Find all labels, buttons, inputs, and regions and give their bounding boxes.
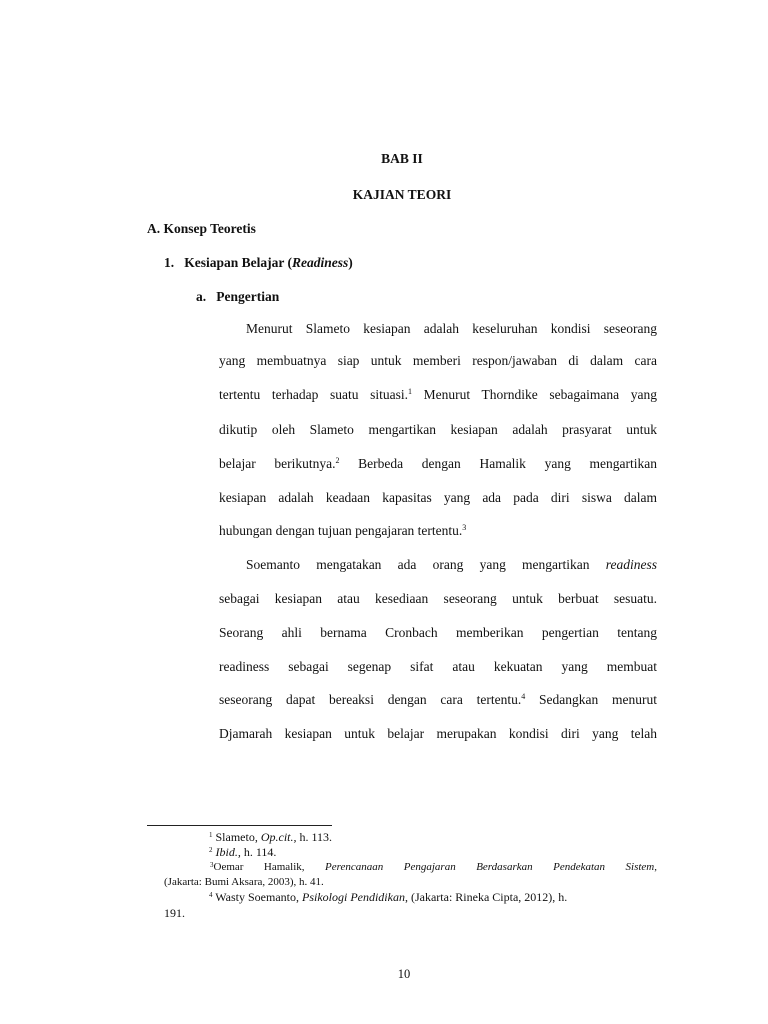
footnote-3: $^3$Oemar Hamalik, Perencanaan Pengajaran Berdasarkan Pendekatan Sistem, bbox=[210, 861, 657, 873]
body-line: readiness sebagai segenap sifat atau kekuatan yang membuat bbox=[219, 659, 657, 674]
subsubsection-heading bbox=[196, 289, 279, 305]
body-line: sebagai kesiapan atau kesediaan seseorang untuk berbuat sesuatu. bbox=[219, 591, 657, 606]
footnote-ref[interactable]: 4 bbox=[521, 692, 526, 701]
subsection-heading bbox=[164, 255, 353, 271]
footnote-3-cont: (Jakarta: Bumi Aksara, 2003), h. 41. bbox=[164, 876, 324, 888]
body-line: hubungan dengan tujuan pengajaran tertentu.$^3$ bbox=[219, 523, 467, 538]
footnote-ref[interactable]: 3 bbox=[462, 523, 467, 532]
footnote-4-cont: 191. bbox=[164, 906, 185, 920]
footnote-2: $^2$ Ibid., h. 114. bbox=[209, 845, 277, 859]
footnote-ref[interactable]: 1 bbox=[408, 387, 412, 396]
body-line: kesiapan adalah keadaan kapasitas yang ada pada diri siswa dalam bbox=[219, 490, 657, 505]
body-line: belajar berikutnya.$^2$ Berbeda dengan Hamalik yang mengartikan bbox=[219, 456, 657, 471]
subsubsection-title: Pengertian bbox=[216, 289, 280, 304]
body-line: Soemanto mengatakan ada orang yang mengartikan readiness bbox=[246, 557, 658, 572]
body-line: Menurut Slameto kesiapan adalah keseluruhan kondisi seseorang bbox=[246, 321, 657, 336]
subsection-title-italic: Readiness bbox=[292, 255, 349, 270]
chapter-title: KAJIAN TEORI bbox=[352, 187, 452, 202]
body-line: Seorang ahli bernama Cronbach memberikan pengertian tentang bbox=[219, 625, 657, 640]
body-line: yang membuatnya siap untuk memberi respon/jawaban di dalam cara bbox=[219, 353, 657, 368]
footnote-1: $^1$ Slameto, Op.cit., h. 113. bbox=[209, 830, 333, 844]
subsection-title-pre: Kesiapan Belajar ( bbox=[184, 255, 292, 270]
footnote-ref[interactable]: 2 bbox=[335, 456, 340, 465]
body-line: dikutip oleh Slameto mengartikan kesiapan adalah prasyarat untuk bbox=[219, 422, 657, 437]
footnote-4: $^4$ Wasty Soemanto, Psikologi Pendidikan, (Jakarta: Rineka Cipta, 2012), h. bbox=[209, 890, 568, 904]
section-heading: A. Konsep Teoretis bbox=[147, 221, 256, 236]
body-line: Djamarah kesiapan untuk belajar merupakan kondisi diri yang telah bbox=[219, 726, 657, 741]
subsection-number: 1. bbox=[164, 255, 175, 270]
subsubsection-letter: a. bbox=[196, 289, 207, 304]
body-line: tertentu terhadap suatu situasi.$^1$ Menurut Thorndike sebagaimana yang bbox=[219, 387, 657, 402]
footnote-separator bbox=[147, 825, 332, 826]
page-number: 10 bbox=[397, 967, 411, 981]
body-line: seseorang dapat bereaksi dengan cara tertentu.$^4$ Sedangkan menurut bbox=[219, 692, 657, 707]
subsection-title-post: ) bbox=[348, 255, 353, 270]
chapter-number: BAB II bbox=[381, 151, 423, 166]
